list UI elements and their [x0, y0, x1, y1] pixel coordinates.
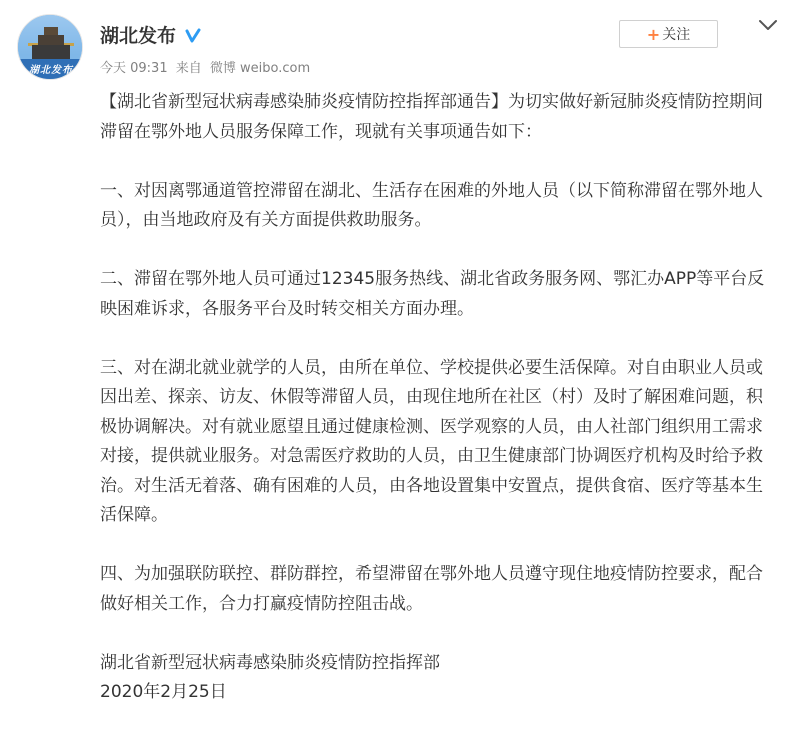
paragraph-intro: 【湖北省新型冠状病毒感染肺炎疫情防控指挥部通告】为切实做好新冠肺炎疫情防控期间滞留在鄂外地人员服务保障工作，现就有关事项通告如下：: [100, 92, 763, 142]
post-meta: [100, 60, 314, 78]
avatar-tower-base: [32, 45, 70, 59]
post-source-prefix: 来自: [175, 61, 202, 76]
author-name[interactable]: 湖北发布: [100, 25, 177, 47]
post-time[interactable]: 今天 09:31: [100, 61, 168, 76]
follow-button-label: 关注: [662, 27, 691, 43]
post-content: [100, 88, 775, 708]
paragraph-item-3: 三、对在湖北就业就学的人员，由所在单位、学校提供必要生活保障。对自由职业人员或因出差、探亲、访友、休假等滞留人员，由现住地所在社区（村）及时了解困难问题，积极协调解决。对有就业愿望且通过健康检测、医学观察的人员，由人社部门组织用工需求对接，提供就业服务。对急需医疗救助的人员，由卫生健康部门协调医疗机构及时给予救治。对生活无着落、确有困难的人员，由各地设置集中安置点，提供食宿、医疗等基本生活保障。: [100, 357, 763, 525]
signature-date: 2020年2月25日: [100, 682, 227, 702]
verified-badge-icon: [184, 27, 202, 45]
avatar[interactable]: [17, 14, 83, 80]
follow-button[interactable]: [619, 20, 718, 48]
avatar-logo-text: 湖北发布: [29, 65, 73, 76]
post-source[interactable]: 微博 weibo.com: [209, 61, 311, 76]
plus-icon: +: [646, 24, 661, 44]
paragraph-item-4: 四、为加强联防联控、群防群控，希望滞留在鄂外地人员遵守现住地疫情防控要求，配合做好相关工作，合力打赢疫情防控阻击战。: [100, 564, 763, 614]
chevron-down-icon[interactable]: [757, 16, 779, 34]
signature-org: 湖北省新型冠状病毒感染肺炎疫情防控指挥部: [100, 652, 440, 673]
paragraph-item-1: 一、对因离鄂通道管控滞留在湖北、生活存在困难的外地人员（以下简称滞留在鄂外地人员），由当地政府及有关方面提供救助服务。: [100, 180, 763, 230]
paragraph-item-2: 二、滞留在鄂外地人员可通过12345服务热线、湖北省政务服务网、鄂汇办APP等平台反映困难诉求，各服务平台及时转交相关方面办理。: [100, 269, 765, 319]
